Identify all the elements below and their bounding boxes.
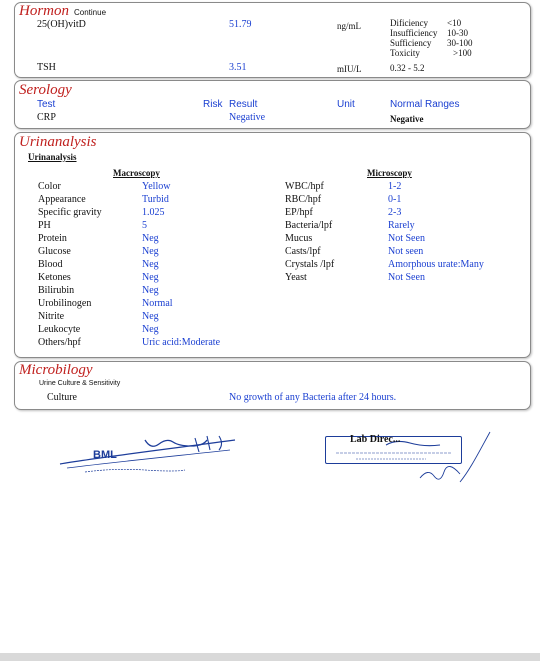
tsh-unit: mIU/L (337, 64, 362, 74)
microbiology-title: Microbilogy (19, 362, 93, 378)
vitd-range-label: Toxicity (390, 48, 420, 58)
macroscopy-label: Color (38, 181, 61, 192)
macroscopy-label: Glucose (38, 246, 71, 257)
macroscopy-label: Others/hpf (38, 337, 81, 348)
vitd-unit: ng/mL (337, 21, 361, 31)
footer-bar (0, 653, 540, 661)
microscopy-label: Crystals /lpf (285, 259, 335, 270)
microscopy-value: Rarely (388, 220, 415, 231)
microscopy-label: EP/hpf (285, 207, 313, 218)
vitd-range-label: Insufficiency (390, 28, 438, 38)
macroscopy-value: Turbid (142, 194, 169, 205)
macroscopy-value: Neg (142, 259, 159, 270)
bml-logo-text: BML (93, 449, 117, 461)
microscopy-label: Casts/lpf (285, 246, 321, 257)
macroscopy-label: PH (38, 220, 51, 231)
macroscopy-value: Neg (142, 285, 159, 296)
microscopy-label: Yeast (285, 272, 307, 283)
microscopy-value: Not seen (388, 246, 424, 257)
vitd-test: 25(OH)vitD (37, 19, 86, 30)
vitd-range-value: 30-100 (447, 38, 473, 48)
microscopy-value: 1-2 (388, 181, 402, 192)
urinanalysis-panel (14, 132, 531, 358)
culture-label: Culture (47, 392, 77, 403)
macroscopy-value: 1.025 (142, 207, 165, 218)
macroscopy-label: Specific gravity (38, 207, 102, 218)
vitd-range-label: Sufficiency (390, 38, 432, 48)
vitd-range-value: <10 (447, 18, 462, 28)
macroscopy-label: Leukocyte (38, 324, 81, 335)
macroscopy-label: Ketones (38, 272, 71, 283)
microscopy-value: 2-3 (388, 207, 402, 218)
serology-header-risk: Risk (203, 99, 223, 110)
serology-header-result: Result (229, 99, 258, 110)
macroscopy-label: Urobilinogen (38, 298, 92, 309)
macroscopy-value: Neg (142, 246, 159, 257)
macroscopy-value: Neg (142, 311, 159, 322)
vitd-range-values (447, 18, 473, 58)
tsh-value: 3.51 (229, 62, 247, 73)
serology-header-test: Test (37, 99, 56, 110)
microscopy-value: Amorphous urate:Many (388, 259, 484, 270)
macroscopy-value: 5 (142, 220, 147, 231)
vitd-range-value: >100 (453, 48, 472, 58)
microbiology-subtitle: Urine Culture & Sensitivity (39, 380, 121, 387)
vitd-value: 51.79 (229, 19, 252, 30)
macroscopy-value: Neg (142, 272, 159, 283)
microscopy-value: Not Seen (388, 272, 425, 283)
microscopy-label: Mucus (285, 233, 313, 244)
hormon-title: Hormon (19, 3, 70, 19)
crp-test: CRP (37, 112, 56, 123)
crp-result: Negative (229, 112, 266, 123)
microscopy-value: 0-1 (388, 194, 402, 205)
macroscopy-value: Neg (142, 324, 159, 335)
urinanalysis-title: Urinanalysis (19, 134, 97, 150)
serology-title: Serology (19, 82, 72, 98)
microscopy-header: Microscopy (367, 168, 412, 178)
vitd-range-labels (390, 18, 437, 58)
vitd-range-label: Dificiency (390, 18, 428, 28)
serology-header-unit: Unit (337, 99, 355, 110)
lab-director-title: Lab Direc... (350, 434, 401, 445)
macroscopy-label: Appearance (38, 194, 86, 205)
macroscopy-label: Protein (38, 233, 67, 244)
crp-normal: Negative (390, 114, 424, 124)
tsh-test: TSH (37, 62, 56, 73)
macroscopy-label: Bilirubin (38, 285, 75, 296)
macroscopy-label: Blood (38, 259, 63, 270)
tsh-range: 0.32 - 5.2 (390, 63, 425, 73)
microscopy-value: Not Seen (388, 233, 425, 244)
macroscopy-value: Neg (142, 233, 159, 244)
macroscopy-label: Nitrite (38, 311, 65, 322)
macroscopy-value: Normal (142, 298, 173, 309)
culture-value: No growth of any Bacteria after 24 hours. (229, 392, 397, 403)
vitd-range-value: 10-30 (447, 28, 468, 38)
serology-header-normal: Normal Ranges (390, 99, 460, 110)
urinanalysis-subtitle: Urinanalysis (28, 152, 77, 162)
microscopy-label: RBC/hpf (285, 194, 322, 205)
hormon-continue: Continue (74, 8, 107, 17)
macroscopy-value: Yellow (142, 181, 171, 192)
macroscopy-header: Macroscopy (113, 168, 160, 178)
microscopy-label: Bacteria/lpf (285, 220, 333, 231)
left-signature-stamp (55, 432, 245, 477)
microscopy-label: WBC/hpf (285, 181, 324, 192)
macroscopy-value: Uric acid:Moderate (142, 337, 221, 348)
right-signature (410, 430, 500, 490)
